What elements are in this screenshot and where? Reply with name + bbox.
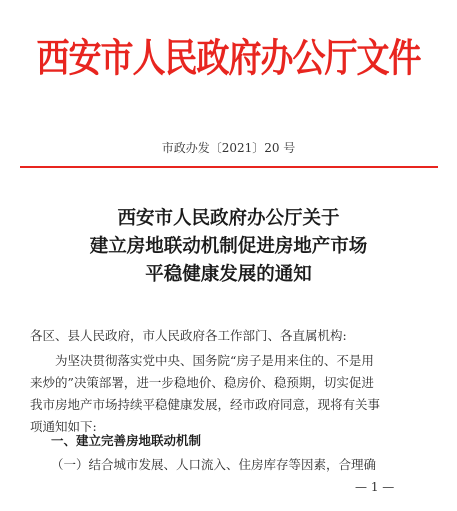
notice-title — [0, 205, 457, 289]
document-number: 市政办发〔2021〕20 号 — [161, 141, 296, 155]
page-number: — 1 — — [355, 480, 395, 494]
notice-title-line-3: 平稳健康发展的通知 — [145, 264, 312, 285]
body-paragraph — [30, 350, 440, 438]
body-line-2: 来炒的”决策部署，进一步稳地价、稳房价、稳预期，切实促进 — [30, 375, 374, 390]
body-line-4: 项通知如下: — [30, 419, 97, 434]
salutation: 各区、县人民政府，市人民政府各工作部门、各直属机构: — [30, 328, 347, 343]
body-line-3: 我市房地产市场持续平稳健康发展，经市政府同意，现将有关事 — [30, 397, 381, 412]
notice-title-line-1: 西安市人民政府办公厅关于 — [117, 208, 340, 229]
subitem-text: （一）结合城市发展、人口流入、住房库存等因素，合理确 — [51, 457, 377, 472]
body-line-1: 为坚决贯彻落实党中央、国务院“房子是用来住的、不是用 — [55, 353, 374, 368]
red-divider-line — [20, 166, 438, 168]
notice-title-line-2: 建立房地联动机制促进房地产市场 — [89, 236, 368, 257]
section-heading: 一、建立完善房地联动机制 — [51, 433, 202, 448]
issuer-header-title: 西安市人民政府办公厅文件 — [36, 35, 421, 82]
